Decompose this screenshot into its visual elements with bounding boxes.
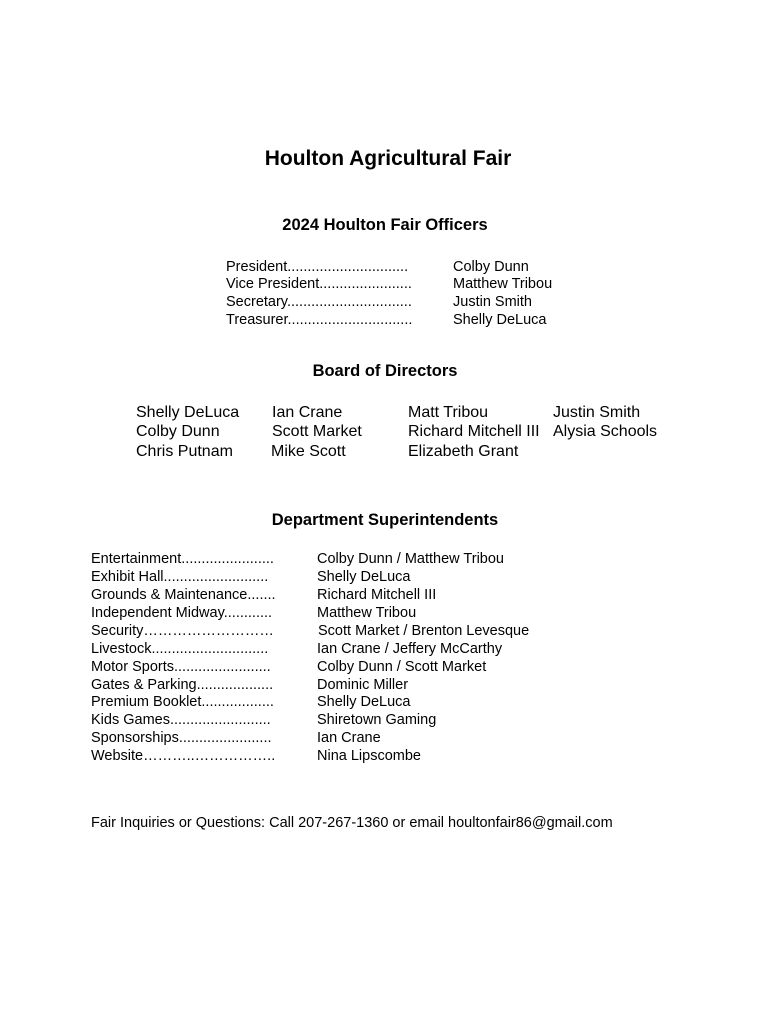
department-label: Sponsorships....................... — [91, 730, 272, 746]
department-label: Security……………………… — [91, 623, 274, 639]
departments-heading: Department Superintendents — [271, 511, 499, 529]
officer-name-treasurer: Shelly DeLuca — [453, 312, 547, 328]
officers-heading: 2024 Houlton Fair Officers — [282, 216, 488, 234]
page-title: Houlton Agricultural Fair — [264, 147, 512, 170]
department-superintendent: Richard Mitchell III — [317, 587, 437, 603]
department-superintendent: Matthew Tribou — [317, 605, 417, 621]
officer-name-secretary: Justin Smith — [453, 294, 532, 310]
officer-name-vice-president: Matthew Tribou — [453, 276, 553, 292]
board-member: Scott Market — [272, 423, 362, 440]
department-label: Website………..…………….. — [91, 748, 276, 764]
department-superintendent: Nina Lipscombe — [317, 748, 421, 764]
department-label: Motor Sports........................ — [91, 659, 271, 675]
department-superintendent: Colby Dunn / Matthew Tribou — [317, 551, 504, 567]
department-label: Grounds & Maintenance....... — [91, 587, 276, 603]
board-member: Mike Scott — [271, 443, 346, 460]
department-superintendent: Dominic Miller — [317, 677, 409, 693]
board-member: Chris Putnam — [136, 443, 233, 460]
officer-label-treasurer: Treasurer............................... — [226, 312, 413, 328]
department-superintendent: Ian Crane / Jeffery McCarthy — [317, 641, 503, 657]
department-superintendent: Shiretown Gaming — [317, 712, 437, 728]
department-label: Gates & Parking................... — [91, 677, 274, 693]
contact-line: Fair Inquiries or Questions: Call 207-267-1360 or email houltonfair86@gmail.com — [91, 815, 613, 831]
officer-label-secretary: Secretary............................... — [226, 294, 412, 310]
board-member: Ian Crane — [272, 404, 343, 421]
board-member: Alysia Schools — [553, 423, 658, 440]
officer-name-president: Colby Dunn — [453, 259, 529, 275]
department-label: Kids Games......................... — [91, 712, 271, 728]
board-member: Richard Mitchell III — [408, 423, 540, 440]
department-superintendent: Shelly DeLuca — [317, 569, 411, 585]
department-label: Independent Midway............ — [91, 605, 273, 621]
department-superintendent: Ian Crane — [317, 730, 381, 746]
department-superintendent: Colby Dunn / Scott Market — [317, 659, 487, 675]
department-label: Premium Booklet.................. — [91, 694, 274, 710]
officer-label-president: President.............................. — [226, 259, 409, 275]
board-member: Elizabeth Grant — [408, 443, 519, 460]
officer-label-vice-president: Vice President....................... — [226, 276, 412, 292]
department-superintendent: Shelly DeLuca — [317, 694, 411, 710]
department-superintendent: Scott Market / Brenton Levesque — [318, 623, 530, 639]
board-member: Justin Smith — [553, 404, 641, 421]
board-member: Shelly DeLuca — [136, 404, 240, 421]
department-label: Livestock............................. — [91, 641, 269, 657]
department-label: Exhibit Hall.......................... — [91, 569, 269, 585]
board-heading: Board of Directors — [312, 362, 458, 380]
department-label: Entertainment....................... — [91, 551, 274, 567]
board-member: Matt Tribou — [408, 404, 489, 421]
board-member: Colby Dunn — [136, 423, 220, 440]
